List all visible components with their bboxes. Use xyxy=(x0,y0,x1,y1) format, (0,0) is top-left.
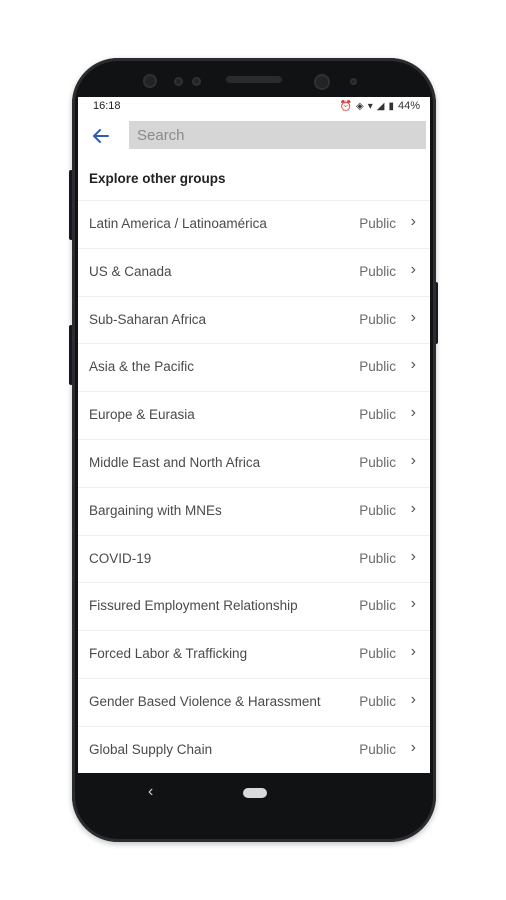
group-name: Gender Based Violence & Harassment xyxy=(89,693,321,709)
group-row[interactable] xyxy=(78,296,430,344)
front-sensor xyxy=(350,78,357,85)
chevron-right-icon: › xyxy=(410,260,416,278)
chevron-right-icon: › xyxy=(410,690,416,708)
group-visibility: Public xyxy=(359,311,396,327)
group-visibility: Public xyxy=(359,407,396,423)
group-name: Sub-Saharan Africa xyxy=(89,311,207,327)
front-sensor xyxy=(143,74,157,88)
group-name: Asia & the Pacific xyxy=(89,359,195,375)
chevron-right-icon: › xyxy=(410,404,416,422)
chevron-right-icon: › xyxy=(410,547,416,565)
app-screen xyxy=(78,97,430,773)
front-sensor xyxy=(192,77,201,86)
group-visibility: Public xyxy=(359,741,396,757)
group-name: Bargaining with MNEs xyxy=(89,502,222,518)
battery-level: 44% xyxy=(397,100,420,112)
battery-icon: ▮ xyxy=(388,100,394,112)
group-row[interactable] xyxy=(78,200,430,248)
group-row[interactable] xyxy=(78,487,430,535)
group-visibility: Public xyxy=(359,502,396,518)
group-name: Fissured Employment Relationship xyxy=(89,598,298,614)
group-row[interactable] xyxy=(78,535,430,583)
chevron-right-icon: › xyxy=(410,643,416,661)
group-row[interactable] xyxy=(78,391,430,439)
group-visibility: Public xyxy=(359,359,396,375)
chevron-right-icon: › xyxy=(410,308,416,326)
chevron-right-icon: › xyxy=(410,499,416,517)
front-sensor xyxy=(174,77,183,86)
group-visibility: Public xyxy=(359,216,396,231)
status-bar xyxy=(78,97,430,117)
group-visibility: Public xyxy=(359,693,396,709)
chevron-right-icon: › xyxy=(410,451,416,469)
group-name: Forced Labor & Trafficking xyxy=(89,646,248,662)
group-visibility: Public xyxy=(359,263,396,279)
section-title: Explore other groups xyxy=(89,171,226,186)
group-visibility: Public xyxy=(359,598,396,614)
group-row[interactable] xyxy=(78,439,430,487)
system-nav-bar xyxy=(78,773,430,813)
chevron-right-icon: › xyxy=(410,213,416,230)
group-name: Latin America / Latinoamérica xyxy=(89,216,267,231)
group-name: US & Canada xyxy=(89,263,172,279)
status-time: 16:18 xyxy=(93,100,121,112)
group-name: Middle East and North Africa xyxy=(89,454,261,470)
group-row[interactable] xyxy=(78,630,430,678)
chevron-right-icon: › xyxy=(410,595,416,613)
group-visibility: Public xyxy=(359,550,396,566)
front-camera xyxy=(314,74,330,90)
phone-speaker xyxy=(226,76,282,83)
arrow-left-icon-svg xyxy=(90,125,112,147)
group-row[interactable] xyxy=(78,582,430,630)
chevron-right-icon: › xyxy=(410,738,416,756)
chevron-right-icon: › xyxy=(410,356,416,374)
group-name: Europe & Eurasia xyxy=(89,407,195,423)
nav-home-icon[interactable] xyxy=(243,788,267,798)
header xyxy=(78,119,430,153)
arrow-left-icon[interactable] xyxy=(90,125,112,147)
group-name: Global Supply Chain xyxy=(89,741,213,757)
nav-back-icon[interactable]: ‹ xyxy=(148,783,154,800)
alarm-icon: ⏰ xyxy=(339,100,353,112)
status-icons xyxy=(340,100,420,112)
group-row[interactable] xyxy=(78,726,430,773)
wifi-icon: ▾ xyxy=(367,100,373,112)
group-row[interactable] xyxy=(78,248,430,296)
group-list xyxy=(78,200,430,773)
group-visibility: Public xyxy=(359,646,396,662)
vibrate-icon: ◈ xyxy=(356,100,364,112)
search-input[interactable] xyxy=(129,121,426,149)
signal-icon: ◢ xyxy=(376,100,385,112)
group-row[interactable] xyxy=(78,678,430,726)
group-row[interactable] xyxy=(78,343,430,391)
group-visibility: Public xyxy=(359,454,396,470)
group-name: COVID-19 xyxy=(89,550,152,566)
